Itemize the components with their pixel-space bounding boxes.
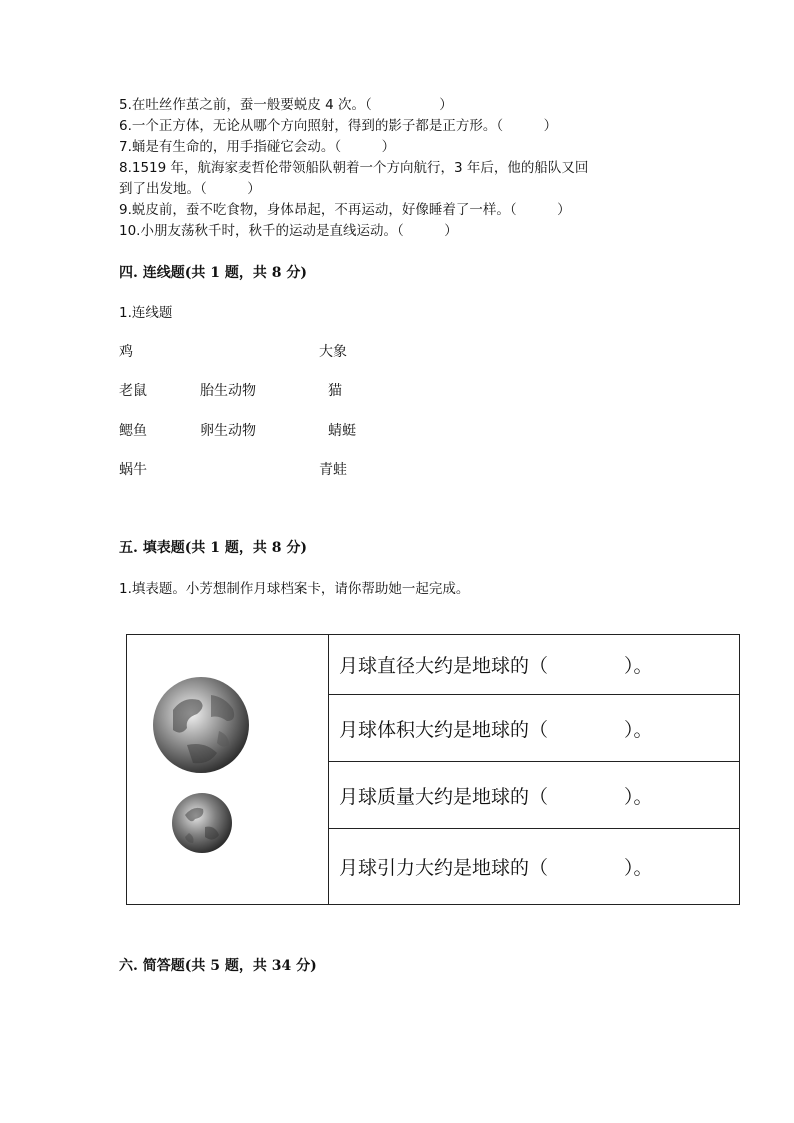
match-right-2: 猫 bbox=[328, 383, 342, 399]
earth-moon-illustration bbox=[127, 635, 328, 904]
earth-icon bbox=[153, 677, 249, 773]
row-text: 月球引力大约是地球的（ ）。 bbox=[339, 857, 653, 879]
match-left-4: 蜗牛 bbox=[119, 462, 147, 478]
row-text: 月球质量大约是地球的（ ）。 bbox=[339, 785, 653, 808]
table-row-diameter bbox=[329, 635, 740, 695]
judgement-item-5: 5.在吐丝作茧之前，蚕一般要蜕皮 4 次。（ ） bbox=[119, 97, 453, 113]
table-row-mass bbox=[329, 762, 740, 829]
match-left-3: 鳃鱼 bbox=[119, 423, 147, 439]
section-4-title: 四. 连线题(共 1 题，共 8 分) bbox=[119, 265, 307, 281]
match-middle-2: 卵生动物 bbox=[200, 423, 256, 439]
table-row-volume bbox=[329, 695, 740, 762]
table-image-cell bbox=[127, 635, 329, 904]
match-left-2: 老鼠 bbox=[119, 383, 147, 399]
row-text: 月球直径大约是地球的（ ）。 bbox=[339, 655, 653, 677]
judgement-item-8: 8.1519 年，航海家麦哲伦带领船队朝着一个方向航行，3 年后，他的船队又回 bbox=[119, 160, 589, 176]
row-text: 月球体积大约是地球的（ ）。 bbox=[339, 718, 653, 741]
match-right-3: 蜻蜓 bbox=[328, 423, 356, 439]
judgement-item-6: 6.一个正方体，无论从哪个方向照射，得到的影子都是正方形。（ ） bbox=[119, 118, 558, 134]
judgement-item-10: 10.小朋友荡秋千时，秋千的运动是直线运动。（ ） bbox=[119, 223, 458, 239]
moon-icon bbox=[172, 793, 232, 853]
match-right-1: 大象 bbox=[319, 344, 347, 360]
section-6-title: 六. 简答题(共 5 题，共 34 分) bbox=[119, 958, 317, 974]
judgement-item-9: 9.蜕皮前，蚕不吃食物，身体昂起，不再运动，好像睡着了一样。（ ） bbox=[119, 202, 571, 218]
match-left-1: 鸡 bbox=[119, 344, 133, 360]
judgement-item-7: 7.蛹是有生命的，用手指碰它会动。（ ） bbox=[119, 139, 396, 155]
section-4-question: 1.连线题 bbox=[119, 305, 173, 321]
match-middle-1: 胎生动物 bbox=[200, 383, 256, 399]
judgement-item-8-cont: 到了出发地。（ ） bbox=[119, 181, 261, 197]
section-5-title: 五. 填表题(共 1 题，共 8 分) bbox=[119, 540, 307, 556]
table-row-gravity bbox=[329, 829, 740, 904]
match-right-4: 青蛙 bbox=[319, 462, 347, 478]
moon-archive-table bbox=[126, 634, 740, 905]
section-5-question: 1.填表题。小芳想制作月球档案卡，请你帮助她一起完成。 bbox=[119, 581, 470, 597]
